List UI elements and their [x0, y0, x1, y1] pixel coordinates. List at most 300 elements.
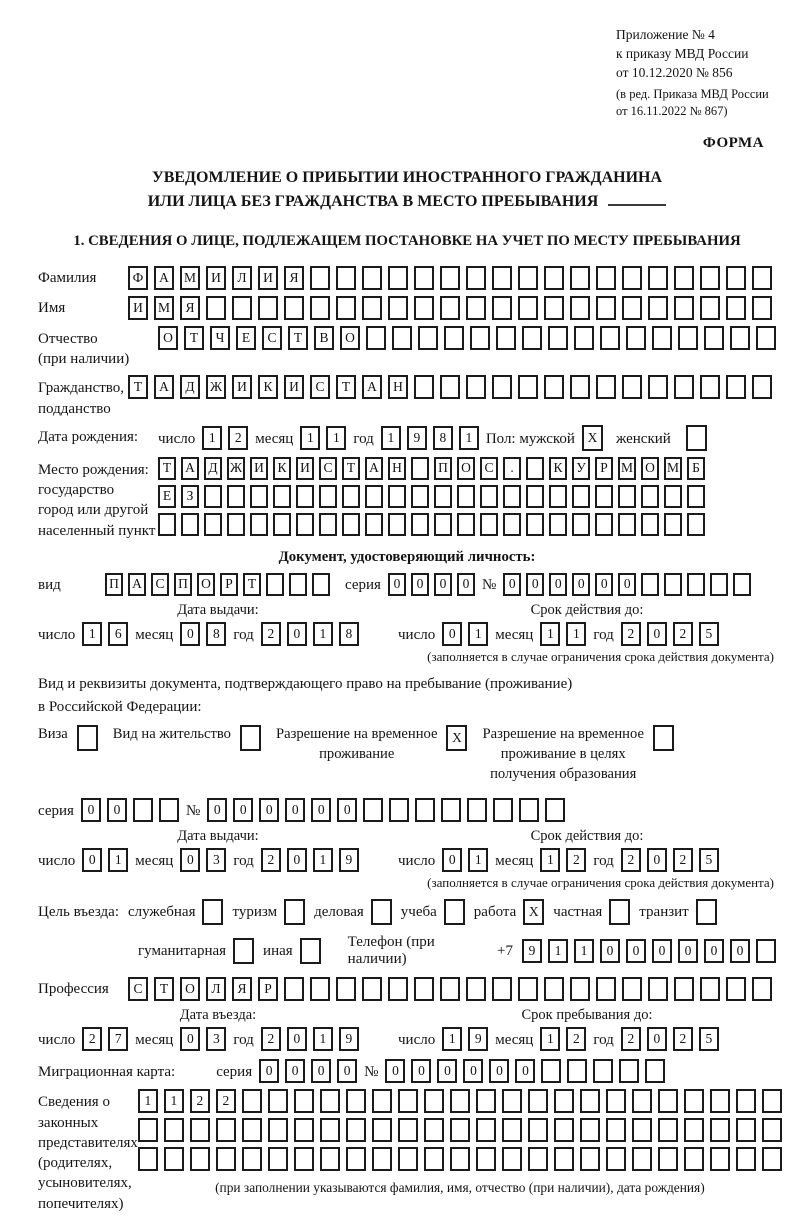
form-cell[interactable]: Е — [236, 326, 256, 350]
form-cell[interactable] — [388, 296, 408, 320]
form-cell[interactable] — [518, 375, 538, 399]
form-cell[interactable] — [653, 725, 674, 751]
form-cell[interactable] — [549, 513, 567, 536]
form-cell[interactable]: 0 — [311, 798, 331, 822]
form-cell[interactable]: 5 — [699, 622, 719, 646]
form-cell[interactable] — [268, 1089, 288, 1113]
form-cell[interactable] — [232, 296, 252, 320]
form-cell[interactable] — [398, 1118, 418, 1142]
form-cell[interactable] — [762, 1147, 782, 1171]
form-cell[interactable] — [762, 1118, 782, 1142]
form-cell[interactable] — [609, 899, 630, 925]
form-cell[interactable] — [736, 1089, 756, 1113]
form-cell[interactable] — [554, 1147, 574, 1171]
form-cell[interactable] — [658, 1118, 678, 1142]
form-cell[interactable]: 0 — [411, 1059, 431, 1083]
form-cell[interactable]: И — [258, 266, 278, 290]
form-cell[interactable] — [466, 375, 486, 399]
form-cell[interactable] — [284, 899, 305, 925]
form-cell[interactable] — [268, 1147, 288, 1171]
form-cell[interactable] — [440, 375, 460, 399]
form-cell[interactable]: 0 — [503, 573, 521, 596]
form-cell[interactable] — [398, 1089, 418, 1113]
form-cell[interactable] — [658, 1147, 678, 1171]
form-cell[interactable] — [595, 513, 613, 536]
form-cell[interactable]: 3 — [206, 1027, 226, 1051]
form-cell[interactable] — [476, 1089, 496, 1113]
form-cell[interactable] — [622, 296, 642, 320]
form-cell[interactable]: 0 — [180, 622, 200, 646]
form-cell[interactable] — [726, 296, 746, 320]
form-cell[interactable]: 1 — [540, 1027, 560, 1051]
form-cell[interactable]: С — [262, 326, 282, 350]
form-cell[interactable] — [138, 1147, 158, 1171]
form-cell[interactable]: В — [314, 326, 334, 350]
form-cell[interactable] — [756, 326, 776, 350]
form-cell[interactable] — [572, 513, 590, 536]
form-cell[interactable]: 0 — [572, 573, 590, 596]
form-cell[interactable]: А — [181, 457, 199, 480]
form-cell[interactable] — [596, 977, 616, 1001]
form-cell[interactable]: М — [618, 457, 636, 480]
form-cell[interactable]: . — [503, 457, 521, 480]
form-cell[interactable] — [492, 266, 512, 290]
form-cell[interactable] — [600, 326, 620, 350]
form-cell[interactable] — [595, 485, 613, 508]
form-cell[interactable]: X — [523, 899, 544, 925]
form-cell[interactable]: Н — [388, 375, 408, 399]
form-cell[interactable] — [289, 573, 307, 596]
form-cell[interactable]: 2 — [216, 1089, 236, 1113]
form-cell[interactable]: П — [174, 573, 192, 596]
form-cell[interactable]: 1 — [540, 848, 560, 872]
form-cell[interactable] — [466, 977, 486, 1001]
form-cell[interactable]: Ж — [206, 375, 226, 399]
form-cell[interactable]: 0 — [233, 798, 253, 822]
form-cell[interactable] — [641, 513, 659, 536]
form-cell[interactable]: З — [181, 485, 199, 508]
form-cell[interactable]: 2 — [673, 848, 693, 872]
form-cell[interactable]: 2 — [673, 622, 693, 646]
form-cell[interactable]: С — [319, 457, 337, 480]
form-cell[interactable]: Я — [284, 266, 304, 290]
form-cell[interactable]: П — [434, 457, 452, 480]
form-cell[interactable] — [622, 266, 642, 290]
form-cell[interactable] — [138, 1118, 158, 1142]
form-cell[interactable] — [284, 296, 304, 320]
form-cell[interactable] — [310, 977, 330, 1001]
form-cell[interactable] — [544, 375, 564, 399]
form-cell[interactable] — [626, 326, 646, 350]
form-cell[interactable] — [204, 513, 222, 536]
form-cell[interactable] — [398, 1147, 418, 1171]
form-cell[interactable]: А — [154, 375, 174, 399]
form-cell[interactable] — [268, 1118, 288, 1142]
form-cell[interactable]: 0 — [285, 798, 305, 822]
form-cell[interactable] — [570, 296, 590, 320]
form-cell[interactable]: А — [362, 375, 382, 399]
form-cell[interactable]: 0 — [678, 939, 698, 963]
form-cell[interactable] — [300, 938, 321, 964]
form-cell[interactable]: С — [310, 375, 330, 399]
form-cell[interactable] — [444, 899, 465, 925]
form-cell[interactable]: 1 — [540, 622, 560, 646]
form-cell[interactable] — [593, 1059, 613, 1083]
form-cell[interactable] — [242, 1089, 262, 1113]
form-cell[interactable] — [596, 296, 616, 320]
form-cell[interactable]: 1 — [566, 622, 586, 646]
form-cell[interactable]: 0 — [618, 573, 636, 596]
form-cell[interactable] — [204, 485, 222, 508]
form-cell[interactable] — [726, 266, 746, 290]
form-cell[interactable] — [273, 485, 291, 508]
form-cell[interactable] — [190, 1118, 210, 1142]
form-cell[interactable] — [687, 513, 705, 536]
form-cell[interactable]: 2 — [190, 1089, 210, 1113]
form-cell[interactable] — [674, 266, 694, 290]
form-cell[interactable]: 0 — [287, 848, 307, 872]
form-cell[interactable]: 2 — [228, 426, 248, 450]
form-cell[interactable]: Т — [243, 573, 261, 596]
form-cell[interactable] — [372, 1147, 392, 1171]
form-cell[interactable]: С — [151, 573, 169, 596]
form-cell[interactable]: 1 — [459, 426, 479, 450]
form-cell[interactable]: 5 — [699, 1027, 719, 1051]
form-cell[interactable] — [678, 326, 698, 350]
form-cell[interactable]: Т — [154, 977, 174, 1001]
form-cell[interactable] — [674, 296, 694, 320]
form-cell[interactable] — [700, 375, 720, 399]
form-cell[interactable] — [736, 1147, 756, 1171]
form-cell[interactable] — [580, 1089, 600, 1113]
form-cell[interactable]: Т — [158, 457, 176, 480]
form-cell[interactable]: К — [273, 457, 291, 480]
form-cell[interactable]: 0 — [337, 798, 357, 822]
form-cell[interactable] — [319, 485, 337, 508]
form-cell[interactable]: Р — [595, 457, 613, 480]
form-cell[interactable] — [736, 1118, 756, 1142]
form-cell[interactable]: 2 — [261, 622, 281, 646]
form-cell[interactable] — [480, 513, 498, 536]
form-cell[interactable]: Ф — [128, 266, 148, 290]
form-cell[interactable] — [159, 798, 179, 822]
form-cell[interactable]: 0 — [287, 622, 307, 646]
form-cell[interactable]: 2 — [261, 848, 281, 872]
form-cell[interactable] — [710, 1089, 730, 1113]
form-cell[interactable] — [710, 573, 728, 596]
form-cell[interactable] — [503, 485, 521, 508]
form-cell[interactable] — [470, 326, 490, 350]
form-cell[interactable] — [310, 266, 330, 290]
form-cell[interactable]: Т — [342, 457, 360, 480]
form-cell[interactable] — [526, 457, 544, 480]
form-cell[interactable] — [388, 977, 408, 1001]
form-cell[interactable]: О — [457, 457, 475, 480]
form-cell[interactable] — [450, 1147, 470, 1171]
form-cell[interactable] — [752, 296, 772, 320]
form-cell[interactable] — [476, 1118, 496, 1142]
form-cell[interactable] — [596, 266, 616, 290]
form-cell[interactable]: 5 — [699, 848, 719, 872]
form-cell[interactable] — [424, 1089, 444, 1113]
form-cell[interactable]: 1 — [108, 848, 128, 872]
form-cell[interactable]: Ч — [210, 326, 230, 350]
form-cell[interactable] — [336, 977, 356, 1001]
form-cell[interactable] — [181, 513, 199, 536]
form-cell[interactable]: 1 — [164, 1089, 184, 1113]
form-cell[interactable]: И — [206, 266, 226, 290]
form-cell[interactable]: 2 — [566, 1027, 586, 1051]
form-cell[interactable]: 0 — [434, 573, 452, 596]
form-cell[interactable] — [434, 513, 452, 536]
form-cell[interactable] — [622, 977, 642, 1001]
form-cell[interactable]: М — [180, 266, 200, 290]
form-cell[interactable] — [493, 798, 513, 822]
form-cell[interactable]: 2 — [82, 1027, 102, 1051]
form-cell[interactable] — [541, 1059, 561, 1083]
form-cell[interactable] — [704, 326, 724, 350]
form-cell[interactable] — [548, 326, 568, 350]
form-cell[interactable] — [572, 485, 590, 508]
form-cell[interactable]: Л — [206, 977, 226, 1001]
form-cell[interactable] — [414, 375, 434, 399]
form-cell[interactable] — [346, 1147, 366, 1171]
form-cell[interactable]: 1 — [326, 426, 346, 450]
form-cell[interactable] — [544, 266, 564, 290]
form-cell[interactable] — [418, 326, 438, 350]
form-cell[interactable]: 8 — [206, 622, 226, 646]
form-cell[interactable] — [710, 1118, 730, 1142]
form-cell[interactable]: 1 — [548, 939, 568, 963]
form-cell[interactable]: 0 — [81, 798, 101, 822]
form-cell[interactable]: 0 — [287, 1027, 307, 1051]
form-cell[interactable] — [752, 266, 772, 290]
form-cell[interactable] — [726, 977, 746, 1001]
form-cell[interactable]: 8 — [339, 622, 359, 646]
form-cell[interactable]: Б — [687, 457, 705, 480]
form-cell[interactable]: 0 — [437, 1059, 457, 1083]
form-cell[interactable]: 1 — [202, 426, 222, 450]
form-cell[interactable] — [700, 266, 720, 290]
form-cell[interactable] — [310, 296, 330, 320]
form-cell[interactable]: 0 — [626, 939, 646, 963]
form-cell[interactable]: 1 — [468, 848, 488, 872]
form-cell[interactable] — [733, 573, 751, 596]
form-cell[interactable] — [414, 266, 434, 290]
form-cell[interactable] — [480, 485, 498, 508]
form-cell[interactable]: Е — [158, 485, 176, 508]
form-cell[interactable] — [411, 457, 429, 480]
form-cell[interactable]: 1 — [442, 1027, 462, 1051]
form-cell[interactable]: М — [664, 457, 682, 480]
form-cell[interactable] — [216, 1118, 236, 1142]
form-cell[interactable] — [618, 513, 636, 536]
form-cell[interactable]: С — [480, 457, 498, 480]
form-cell[interactable]: Я — [180, 296, 200, 320]
form-cell[interactable] — [580, 1118, 600, 1142]
form-cell[interactable] — [684, 1089, 704, 1113]
form-cell[interactable] — [641, 573, 659, 596]
form-cell[interactable]: 0 — [526, 573, 544, 596]
form-cell[interactable] — [526, 485, 544, 508]
form-cell[interactable] — [648, 977, 668, 1001]
form-cell[interactable] — [320, 1147, 340, 1171]
form-cell[interactable] — [492, 977, 512, 1001]
form-cell[interactable] — [346, 1118, 366, 1142]
form-cell[interactable]: 0 — [107, 798, 127, 822]
form-cell[interactable] — [502, 1118, 522, 1142]
form-cell[interactable]: К — [549, 457, 567, 480]
form-cell[interactable] — [362, 977, 382, 1001]
form-cell[interactable] — [336, 266, 356, 290]
form-cell[interactable]: Т — [288, 326, 308, 350]
form-cell[interactable]: 0 — [442, 848, 462, 872]
form-cell[interactable]: 0 — [652, 939, 672, 963]
form-cell[interactable]: М — [154, 296, 174, 320]
form-cell[interactable] — [158, 513, 176, 536]
form-cell[interactable]: 0 — [515, 1059, 535, 1083]
form-cell[interactable] — [434, 485, 452, 508]
form-cell[interactable] — [296, 513, 314, 536]
form-cell[interactable] — [164, 1147, 184, 1171]
form-cell[interactable] — [227, 513, 245, 536]
form-cell[interactable]: 0 — [595, 573, 613, 596]
form-cell[interactable] — [684, 1118, 704, 1142]
form-cell[interactable] — [674, 977, 694, 1001]
form-cell[interactable] — [414, 977, 434, 1001]
form-cell[interactable]: 9 — [468, 1027, 488, 1051]
form-cell[interactable] — [424, 1147, 444, 1171]
form-cell[interactable]: 1 — [82, 622, 102, 646]
form-cell[interactable] — [450, 1118, 470, 1142]
form-cell[interactable]: 0 — [489, 1059, 509, 1083]
form-cell[interactable] — [641, 485, 659, 508]
form-cell[interactable] — [242, 1118, 262, 1142]
form-cell[interactable] — [190, 1147, 210, 1171]
form-cell[interactable]: 0 — [259, 798, 279, 822]
form-cell[interactable]: 1 — [138, 1089, 158, 1113]
form-cell[interactable]: Р — [258, 977, 278, 1001]
form-cell[interactable] — [365, 513, 383, 536]
form-cell[interactable]: О — [197, 573, 215, 596]
form-cell[interactable]: Р — [220, 573, 238, 596]
form-cell[interactable] — [457, 513, 475, 536]
form-cell[interactable]: 1 — [574, 939, 594, 963]
form-cell[interactable]: 0 — [463, 1059, 483, 1083]
form-cell[interactable]: 8 — [433, 426, 453, 450]
form-cell[interactable]: И — [128, 296, 148, 320]
form-cell[interactable]: О — [641, 457, 659, 480]
form-cell[interactable] — [519, 798, 539, 822]
form-cell[interactable] — [502, 1147, 522, 1171]
form-cell[interactable] — [664, 573, 682, 596]
form-cell[interactable] — [164, 1118, 184, 1142]
form-cell[interactable]: 0 — [600, 939, 620, 963]
form-cell[interactable]: 0 — [457, 573, 475, 596]
form-cell[interactable] — [362, 296, 382, 320]
form-cell[interactable] — [632, 1089, 652, 1113]
form-cell[interactable] — [388, 485, 406, 508]
form-cell[interactable] — [648, 375, 668, 399]
form-cell[interactable]: И — [232, 375, 252, 399]
form-cell[interactable] — [457, 485, 475, 508]
form-cell[interactable]: X — [446, 725, 467, 751]
form-cell[interactable] — [596, 375, 616, 399]
form-cell[interactable]: 9 — [522, 939, 542, 963]
form-cell[interactable] — [258, 296, 278, 320]
form-cell[interactable]: 0 — [549, 573, 567, 596]
form-cell[interactable] — [544, 296, 564, 320]
form-cell[interactable] — [544, 977, 564, 1001]
form-cell[interactable]: 0 — [180, 848, 200, 872]
form-cell[interactable] — [549, 485, 567, 508]
form-cell[interactable] — [372, 1089, 392, 1113]
form-cell[interactable]: О — [158, 326, 178, 350]
form-cell[interactable] — [342, 485, 360, 508]
form-cell[interactable] — [266, 573, 284, 596]
form-cell[interactable]: 0 — [385, 1059, 405, 1083]
form-cell[interactable]: 0 — [311, 1059, 331, 1083]
form-cell[interactable]: И — [284, 375, 304, 399]
form-cell[interactable] — [440, 296, 460, 320]
form-cell[interactable]: 3 — [206, 848, 226, 872]
form-cell[interactable] — [294, 1089, 314, 1113]
form-cell[interactable] — [492, 296, 512, 320]
form-cell[interactable] — [503, 513, 521, 536]
form-cell[interactable] — [622, 375, 642, 399]
form-cell[interactable]: 1 — [313, 622, 333, 646]
form-cell[interactable] — [336, 296, 356, 320]
form-cell[interactable]: Т — [184, 326, 204, 350]
form-cell[interactable] — [518, 266, 538, 290]
form-cell[interactable] — [411, 485, 429, 508]
form-cell[interactable] — [346, 1089, 366, 1113]
form-cell[interactable]: Д — [204, 457, 222, 480]
form-cell[interactable] — [648, 296, 668, 320]
form-cell[interactable]: А — [154, 266, 174, 290]
form-cell[interactable] — [392, 326, 412, 350]
form-cell[interactable] — [450, 1089, 470, 1113]
form-cell[interactable]: 1 — [468, 622, 488, 646]
form-cell[interactable]: 6 — [108, 622, 128, 646]
form-cell[interactable]: 0 — [285, 1059, 305, 1083]
form-cell[interactable] — [752, 375, 772, 399]
form-cell[interactable] — [700, 977, 720, 1001]
form-cell[interactable]: 1 — [300, 426, 320, 450]
form-cell[interactable] — [365, 485, 383, 508]
form-cell[interactable] — [492, 375, 512, 399]
form-cell[interactable] — [652, 326, 672, 350]
form-cell[interactable] — [202, 899, 223, 925]
form-cell[interactable]: 0 — [442, 622, 462, 646]
form-cell[interactable] — [467, 798, 487, 822]
form-cell[interactable] — [554, 1089, 574, 1113]
form-cell[interactable] — [342, 513, 360, 536]
form-cell[interactable]: Л — [232, 266, 252, 290]
form-cell[interactable]: Т — [128, 375, 148, 399]
form-cell[interactable] — [567, 1059, 587, 1083]
form-cell[interactable]: О — [180, 977, 200, 1001]
form-cell[interactable]: Н — [388, 457, 406, 480]
form-cell[interactable] — [77, 725, 98, 751]
form-cell[interactable] — [250, 513, 268, 536]
form-cell[interactable]: А — [365, 457, 383, 480]
form-cell[interactable] — [632, 1147, 652, 1171]
form-cell[interactable] — [233, 938, 254, 964]
form-cell[interactable]: 0 — [730, 939, 750, 963]
form-cell[interactable] — [371, 899, 392, 925]
form-cell[interactable] — [440, 977, 460, 1001]
